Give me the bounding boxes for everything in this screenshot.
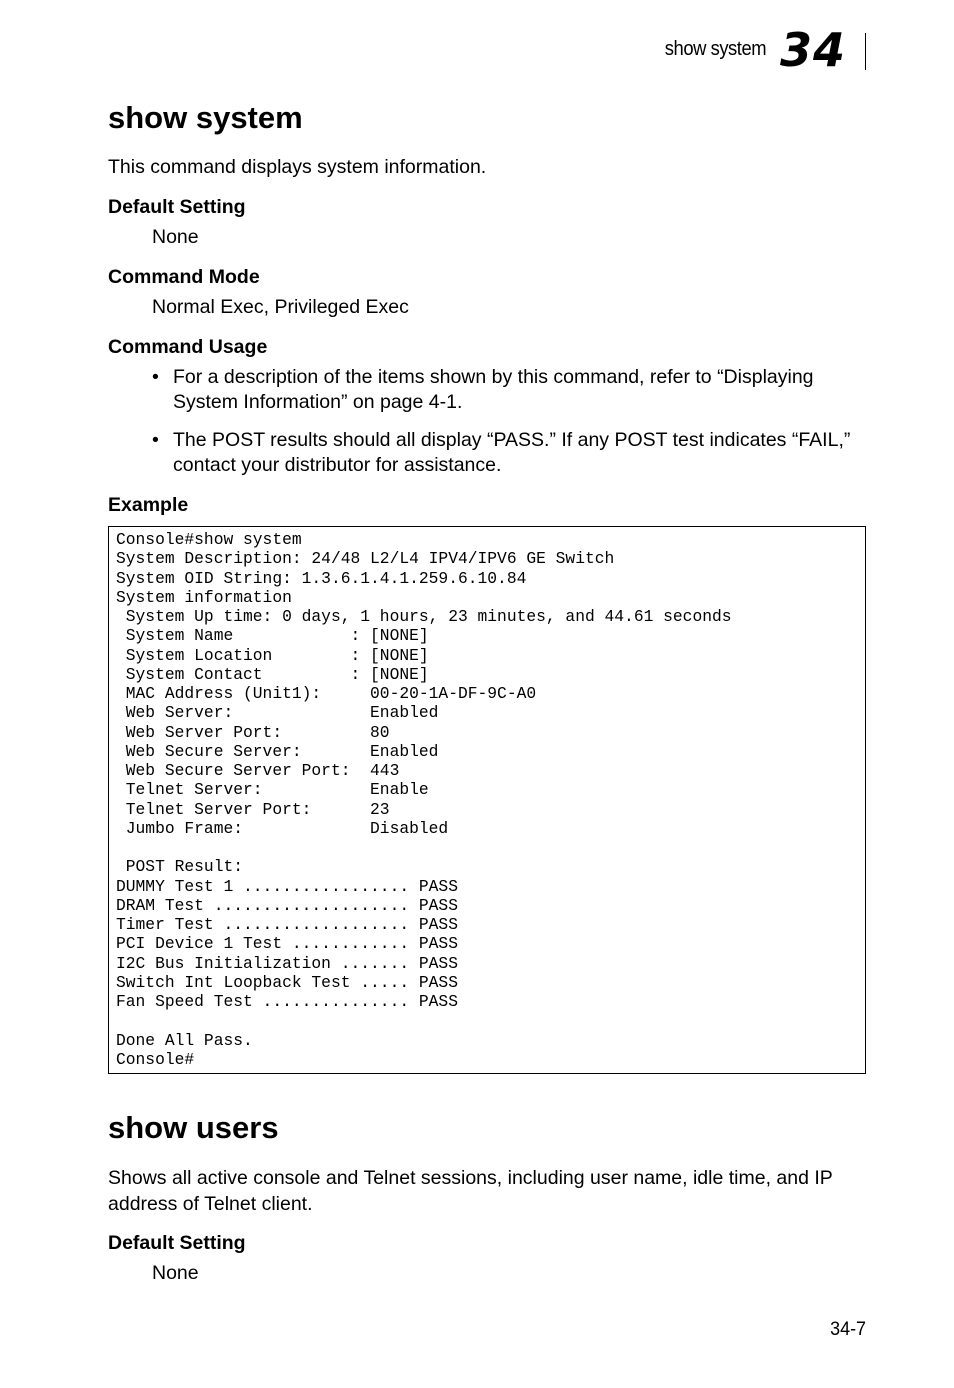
bullet-marker: • <box>152 366 159 388</box>
default-setting-value: None <box>152 1262 199 1284</box>
section-description: Shows all active console and Telnet sessions, including user name, idle time, and IP address of Telnet client. <box>108 1167 833 1215</box>
page-number: 34-7 <box>830 1318 866 1340</box>
default-setting-heading: Default Setting <box>108 196 246 218</box>
section-description: This command displays system information. <box>108 156 487 178</box>
command-mode-heading: Command Mode <box>108 266 260 288</box>
example-code: Console#show system System Description: 24/48 L2/L4 IPV4/IPV6 GE Switch System OID String: 1.3.6.1.4.1.259.6.10.84 System information System Up time: 0 days, 1 hours, 23 minutes, and 44.61 seconds System Name : [NONE] System Location : [NONE] System Contact : [NONE] MAC Address (Unit1): 00-20-1A-DF-9C-A0 Web Server: Enabled Web Server Port: 80 Web Secure Server: Enabled Web Secure Server Port: 443 Telnet Server: Enable Telnet Server Port: 23 Jumbo Frame: Disabled POST Result: DUMMY Test 1 ................. PASS DRAM Test .................... PASS Timer Test ................... PASS PCI Device 1 Test ............ PASS I2C Bus Initialization ....... PASS Switch Int Loopback Test ..... PASS Fan Speed Test ............... PASS Done All Pass. Console# <box>116 530 732 1069</box>
default-setting-heading: Default Setting <box>108 1232 246 1254</box>
section-title-show-system: show system <box>108 100 303 135</box>
usage-bullet <box>152 365 868 415</box>
chapter-rule <box>865 33 866 70</box>
default-setting-value: None <box>152 226 199 248</box>
example-code-box <box>108 526 866 1074</box>
section-title-show-users: show users <box>108 1110 279 1145</box>
bullet-marker: • <box>152 429 159 451</box>
command-mode-value: Normal Exec, Privileged Exec <box>152 296 409 318</box>
usage-bullet-text: For a description of the items shown by this command, refer to “Displaying System Information” on page 4-1. <box>173 366 814 413</box>
header-section-title: show system <box>664 38 766 60</box>
usage-bullet-text: The POST results should all display “PASS.” If any POST test indicates “FAIL,” contact your distributor for assistance. <box>173 429 851 476</box>
example-heading: Example <box>108 494 189 516</box>
usage-bullet <box>152 428 868 478</box>
command-usage-heading: Command Usage <box>108 336 268 358</box>
chapter-number: 34 <box>780 23 847 77</box>
